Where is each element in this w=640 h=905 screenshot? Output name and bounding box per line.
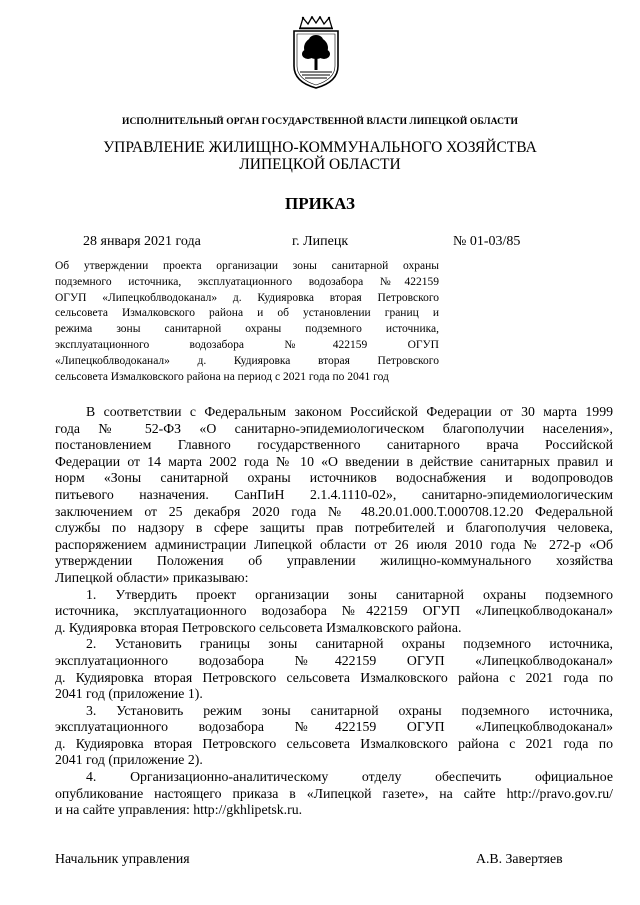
document-type: ПРИКАЗ [285,194,355,213]
body-line: д. Кудияровка вторая Петровского сельсовета Измалковского района. [55,619,462,635]
order-number: № 01-03/85 [453,234,521,249]
body-line: источника, эксплуатационного водозабора №422159 ОГУП «Липецкоблводоканал» [55,603,613,619]
subject-line: Об утверждении проекта организации зоны санитарной охраны [55,260,439,272]
subject-line: сельсовета Измалковского района на период с 2021 года по 2041 год [55,370,389,383]
body-line: постановлением Главного государственного санитарного врача Российской [55,437,613,453]
subject-line: эксплуатационного водозабора №422159 ОГУП [55,338,439,351]
body-line: эксплуатационного водозабора №422159 ОГУП «Липецкоблводоканал» [55,719,613,735]
body-line: и на сайте управления: http://gkhlipetsk.ru. [55,802,303,818]
body-line: В соответствии с Федеральным законом Российской Федерации от 30 марта 1999 [86,404,613,419]
department-title-line: ЛИПЕЦКОЙ ОБЛАСТИ [239,156,401,173]
body-line: д. Кудияровка вторая Петровского сельсовета Измалковского района с 2021 года по [55,669,613,685]
subject-line: режима зоны санитарной охраны подземного источника, [55,323,439,336]
subject-line: ОГУП «Липецкоблводоканал» д. Кудияровка вторая Петровского [55,291,439,304]
authority-title: ИСПОЛНИТЕЛЬНЫЙ ОРГАН ГОСУДАРСТВЕННОЙ ВЛАСТИ ЛИПЕЦКОЙ ОБЛАСТИ [121,117,519,127]
body-line: Федерации от 14 марта 2002 года № 10 «О введении в действие санитарных правил и [55,453,613,469]
order-subject [55,259,439,385]
order-date: 28 января 2021 года [83,234,201,249]
body-line: 2041 год (приложение 2). [55,752,203,768]
signatory-position: Начальник управления [55,851,190,866]
body-line: распоряжением администрации Липецкой области от 26 июля 2010 года № 272-р «Об [55,536,613,552]
body-line: 1. Утвердить проект организации зоны санитарной охраны подземного [86,586,613,602]
body-line: службы по надзору в сфере защиты прав потребителей и благополучия человека, [55,520,613,536]
department-title-line: УПРАВЛЕНИЕ ЖИЛИЩНО-КОММУНАЛЬНОГО ХОЗЯЙСТВА [103,139,537,156]
department-title [0,139,640,173]
body-line: эксплуатационного водозабора №422159 ОГУП «Липецкоблводоканал» [55,652,613,668]
signatory-name: А.В. Завертяев [476,851,563,866]
body-line: Липецкой области» приказываю: [55,569,249,585]
body-line: 3. Установить режим зоны санитарной охраны подземного источника, [86,702,613,718]
body-line: утверждении Положения об управлении жилищно-коммунального хозяйства [55,553,613,569]
body-line: норм «Зоны санитарной охраны источников водоснабжения и водопроводов [55,470,613,486]
order-body [55,404,613,819]
subject-line: «Липецкоблводоканал» д. Кудияровка вторая Петровского [55,354,439,367]
body-line: года № 52-ФЗ «О санитарно-эпидемиологическом благополучии населения», [55,420,613,436]
body-line: 2. Установить границы зоны санитарной охраны подземного источника, [86,636,613,652]
subject-line: сельсовета Измалковского района и об установлении границ и [55,307,439,320]
body-line: 4. Организационно-аналитическому отделу обеспечить официальное [86,769,613,785]
body-line: д. Кудияровка вторая Петровского сельсовета Измалковского района с 2021 года по [55,735,613,751]
body-line: 2041 год (приложение 1). [55,686,203,702]
order-city: г. Липецк [292,234,349,249]
coat-of-arms-icon [286,16,346,90]
subject-line: подземного источника, эксплуатационного водозабора №422159 [55,275,439,288]
body-line: заключением от 25 декабря 2020 года № 48.20.01.000.Т.000708.12.20 Федеральной [55,503,613,519]
body-line: опубликование настоящего приказа в «Липецкой газете», на сайте http://pravo.gov.ru/ [55,785,613,801]
body-line: питьевого назначения. СанПиН 2.1.4.1110-02», санитарно-эпидемиологическим [55,486,613,502]
